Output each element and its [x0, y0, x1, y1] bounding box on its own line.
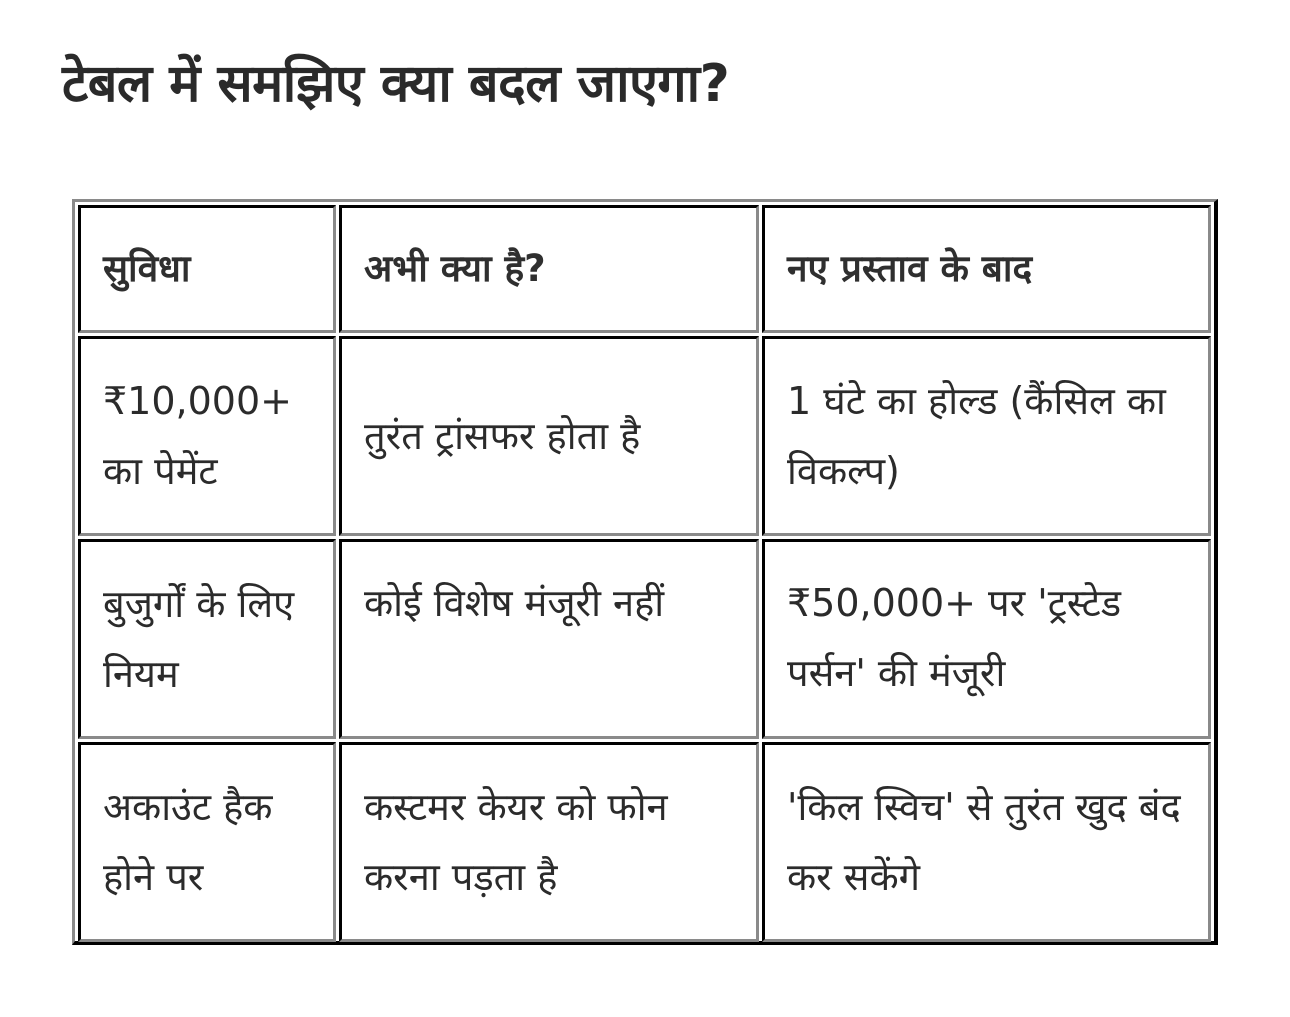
cell-current — [339, 539, 759, 739]
table-header-row — [78, 205, 1211, 333]
cell-feature — [78, 742, 336, 942]
cell-feature — [78, 539, 336, 739]
cell-current-text: कस्टमर केयर को फोन करना पड़ता है — [364, 785, 668, 899]
cell-proposed-text: 'किल स्विच' से तुरंत खुद बंद कर सकेंगे — [787, 785, 1181, 899]
header-proposed — [762, 205, 1211, 333]
header-proposed-label: नए प्रस्ताव के बाद — [787, 247, 1033, 290]
cell-current — [339, 336, 759, 536]
page-title: टेबल में समझिए क्या बदल जाएगा? — [62, 54, 730, 114]
cell-feature-text: ₹10,000+ का पेमेंट — [103, 379, 292, 493]
table-row — [78, 336, 1211, 536]
header-feature-label: सुविधा — [103, 247, 191, 290]
cell-feature-text: अकाउंट हैक होने पर — [103, 785, 273, 899]
header-current — [339, 205, 759, 333]
cell-feature-text: बुजुर्गों के लिए नियम — [103, 582, 295, 696]
cell-proposed-text: ₹50,000+ पर 'ट्रस्टेड पर्सन' की मंजूरी — [787, 581, 1122, 695]
header-current-label: अभी क्या है? — [364, 247, 546, 290]
cell-current-text: कोई विशेष मंजूरी नहीं — [364, 581, 665, 625]
cell-proposed-text: 1 घंटे का होल्ड (कैंसिल का विकल्प) — [787, 379, 1166, 493]
cell-proposed — [762, 336, 1211, 536]
cell-proposed — [762, 742, 1211, 942]
table-row — [78, 539, 1211, 739]
header-feature — [78, 205, 336, 333]
comparison-table-frame — [72, 199, 1218, 945]
table-row — [78, 742, 1211, 942]
cell-current — [339, 742, 759, 942]
comparison-table — [75, 202, 1214, 945]
cell-feature — [78, 336, 336, 536]
cell-proposed — [762, 539, 1211, 739]
cell-current-text: तुरंत ट्रांसफर होता है — [364, 414, 641, 458]
